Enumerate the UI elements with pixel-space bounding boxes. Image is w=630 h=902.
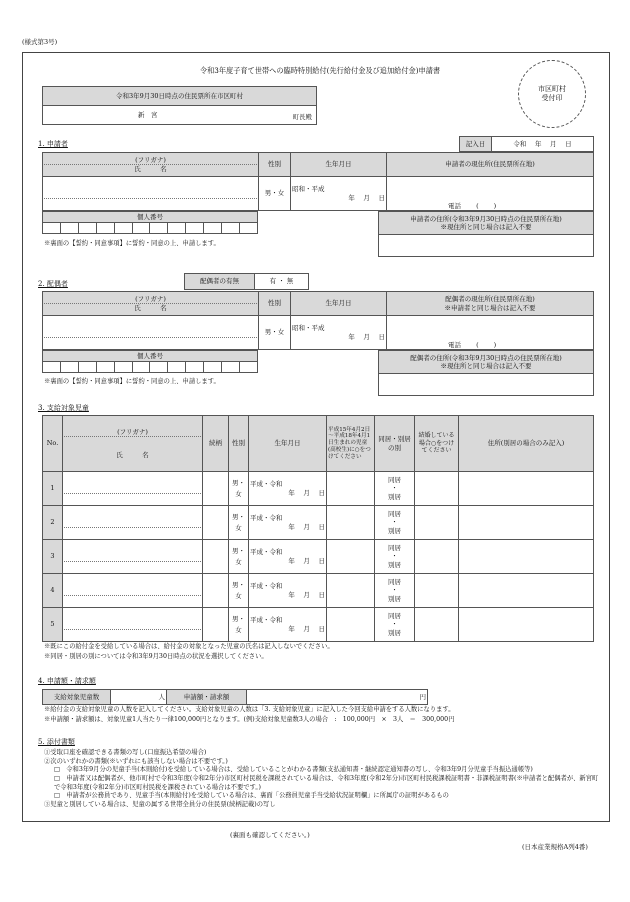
- applicant-sex[interactable]: 男・女: [259, 177, 291, 211]
- child-name-field[interactable]: [63, 608, 203, 642]
- amount-heading: 4. 申請額・請求額: [38, 677, 96, 685]
- child-relation-field[interactable]: [203, 608, 229, 642]
- spouse-presence-options[interactable]: 有 ・ 無: [255, 274, 309, 290]
- spouse-table: (フリガナ) 氏 名 性別 生年月日 配偶者の現住所(住民票所在地) ※申請者と同じ場合は記入不要 男・女 昭和・平成 年 月 日 電話 ( ): [42, 291, 594, 350]
- applicant-name-field[interactable]: [43, 177, 259, 211]
- child-count-field[interactable]: 人: [111, 690, 167, 705]
- child-row: 4 男・女 平成・令和 年 月 日 同居 ・ 別居: [43, 574, 594, 608]
- child-name-field[interactable]: [63, 506, 203, 540]
- child-name-field[interactable]: [63, 574, 203, 608]
- spouse-address2: 配偶者の住所(令和3年9月30日時点の住民票所在地) ※現住所と同じ場合は記入不要: [378, 350, 594, 396]
- spouse-heading: 2. 配偶者: [38, 280, 68, 288]
- attachment-item: ①受取口座を確認できる書類の写し(口座振込希望の場合): [44, 749, 207, 756]
- entry-date-field[interactable]: 令和 年 月 日: [492, 137, 594, 152]
- child-relation-field[interactable]: [203, 574, 229, 608]
- children-note-2: ※同居・別居の別については令和3年9月30日時点の状況を選択してください。: [44, 653, 268, 660]
- child-row: 1 男・女 平成・令和 年 月 日 同居 ・ 別居: [43, 472, 594, 506]
- applicant-table: (フリガナ) 氏 名 性別 生年月日 申請者の現住所(住民票所在地) 男・女 昭和・平成 年 月 日 電話 ( ): [42, 152, 594, 211]
- spouse-address2-field[interactable]: [379, 374, 594, 396]
- child-row: 2 男・女 平成・令和 年 月 日 同居 ・ 別居: [43, 506, 594, 540]
- child-relation-field[interactable]: [203, 472, 229, 506]
- attachment-item[interactable]: □ 申請者が公務員であり、児童手当(本則給付)を受給している場合は、裏面「公務員児童手当受給状況証明欄」に所属庁の証明があるもの: [54, 792, 449, 800]
- applicant-my-number: 個人番号: [42, 211, 258, 234]
- entry-date: 記入日 令和 年 月 日: [459, 136, 594, 152]
- applicant-heading: 1. 申請者: [38, 140, 68, 148]
- child-row: 5 男・女 平成・令和 年 月 日 同居 ・ 別居: [43, 608, 594, 642]
- children-table: No. (フリガナ) 氏 名 続柄 性別 生年月日 平成15年4月2日～平成18年4月1日生まれの児童(高校生)に○をつけてください 同居・別居の別 結婚している場合○をつけてください 住所(別居の場合のみ記入) 1 男・女 平成・令和 年 月 日 同居 ・ 別居 2 男・女 平成・令和 年 月 日 同居 ・ 別居 3 男・女 平成・令和 年 月 日 同居 ・ 別居 4 男・女 平成・令和 年 月 日 同居 ・ 別居 5 男・女 平成・令和 年 月 日 同居 ・ 別居: [42, 415, 594, 642]
- spouse-name-field[interactable]: [43, 316, 259, 350]
- amount-note-1: ※給付金の支給対象児童の人数を記入してください。支給対象児童の人数は「3. 支給対象児童」に記入した今回支給申請をする人数になります。: [44, 706, 455, 713]
- children-note-1: ※既にこの給付金を受給している場合は、給付金の対象となった児童の氏名は記入しないでください。: [44, 643, 334, 650]
- amount-note-2: ※申請額・請求額は、対象児童1人当たり一律100,000円となります。(例)支給対象児童数3人の場合 : 100,000円 × 3人 ＝ 300,000円: [44, 716, 455, 723]
- applicant-dob[interactable]: 昭和・平成 年 月 日: [291, 177, 387, 211]
- footer-right: (日本産業規格A列4番): [522, 843, 588, 851]
- municipality-box: [42, 86, 317, 125]
- form-title: 令和3年度子育て世帯への臨時特別給付(先行給付金及び追加給付金)申請書: [199, 66, 441, 75]
- child-name-field[interactable]: [63, 472, 203, 506]
- applicant-address-field[interactable]: 電話 ( ): [387, 177, 594, 211]
- amount-field[interactable]: 円: [247, 690, 428, 705]
- spouse-dob[interactable]: 昭和・平成 年 月 日: [291, 316, 387, 350]
- attachments-heading: 5. 添付書類: [38, 738, 75, 746]
- attachment-item: ③児童と別居している場合は、児童の属する世帯全員分の住民票(続柄記載)の写し: [44, 801, 276, 809]
- footer-center: (裏面も確認してください。): [230, 831, 310, 839]
- municipality-field[interactable]: 新 宮 町長殿: [43, 106, 317, 125]
- applicant-address2-field[interactable]: [379, 235, 594, 257]
- spouse-sex[interactable]: 男・女: [259, 316, 291, 350]
- children-heading: 3. 支給対象児童: [38, 404, 89, 412]
- reception-stamp: 市区町村 受付印: [518, 60, 586, 128]
- municipality-label: 令和3年9月30日時点の住民票所在市区町村: [43, 87, 317, 106]
- child-relation-field[interactable]: [203, 506, 229, 540]
- attachment-item[interactable]: □ 申請者又は配偶者が、他市町村で令和3年度(令和2年分)市区町村民税を課税されている場合は、令和3年度(令和2年分)市区町村民税課税証明書・非課税証明書(※申請者と配偶者が、新宮町で令和3年度(令和2年分)市区町村民税を課税されている場合は不要です。): [54, 775, 599, 791]
- spouse-presence: 配偶者の有無 有 ・ 無: [184, 273, 309, 290]
- child-name-field[interactable]: [63, 540, 203, 574]
- attachments-list: [44, 749, 604, 810]
- child-row: 3 男・女 平成・令和 年 月 日 同居 ・ 別居: [43, 540, 594, 574]
- applicant-address2: 申請者の住所(令和3年9月30日時点の住民票所在地) ※現住所と同じ場合は記入不要: [378, 211, 594, 257]
- spouse-my-number: 個人番号: [42, 350, 258, 373]
- spouse-address-field[interactable]: 電話 ( ): [387, 316, 594, 350]
- attachment-item[interactable]: □ 令和3年9月分の児童手当(本則給付)を受給している場合は、受給していることがわかる書類(支払通知書・継続認定通知書の写し、令和3年9月分児童手当振込通帳等): [54, 766, 533, 774]
- child-relation-field[interactable]: [203, 540, 229, 574]
- attachment-item: ②次のいずれかの書類(※いずれにも該当しない場合は不要です。): [44, 757, 228, 765]
- amount-table: 支給対象児童数 人 申請額・請求額 円: [42, 689, 428, 705]
- form-number: (様式第3号): [22, 38, 58, 46]
